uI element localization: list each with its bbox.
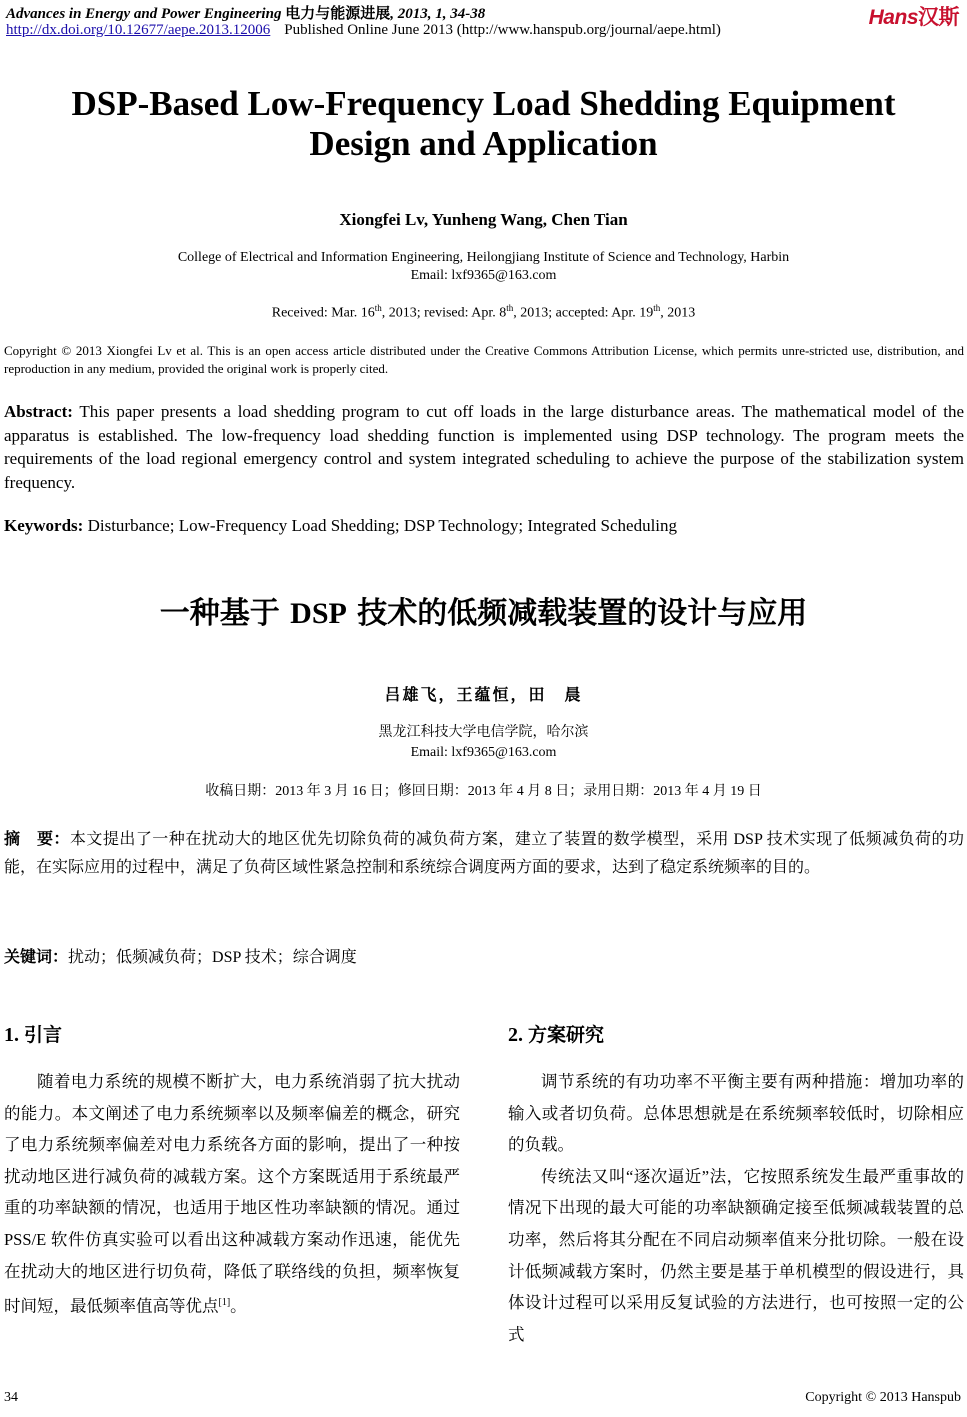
- keywords: [4, 516, 964, 536]
- keywords-text: Disturbance; Low-Frequency Load Shedding; DSP Technology; Integrated Scheduling: [83, 516, 678, 535]
- journal-issue: , 2013, 1, 34-38: [390, 6, 486, 22]
- abstract-text: This paper presents a load shedding program to cut off loads in the large disturbance areas. The mathematical model of the apparatus is established. The low-frequency load shedding function is implemented using DSP technology. The program meets the requirements of the load regional emergency control and system integrated scheduling to achieve the purpose of the stabilization system frequency.: [4, 402, 964, 492]
- published-online: Published Online June 2013 (http://www.hanspub.org/journal/aepe.html): [284, 22, 721, 38]
- received-sup: th: [374, 303, 382, 313]
- left-column: [4, 1066, 460, 1322]
- revised-date: , 2013; revised: Apr. 8: [381, 305, 507, 321]
- section-2-title: 方案研究: [528, 1024, 605, 1046]
- section-1-paragraph: [4, 1066, 460, 1322]
- footer-copyright: Copyright © 2013 Hanspub: [805, 1390, 961, 1405]
- title-line-1: DSP-Based Low-Frequency Load Shedding Equipment: [71, 84, 896, 123]
- cn-title-post: 技术的低频减载装置的设计与应用: [346, 596, 808, 631]
- revised-sup: th: [506, 303, 514, 313]
- journal-name-cn: 电力与能源进展: [285, 6, 391, 22]
- abstract: [4, 400, 964, 494]
- journal-header: [6, 2, 485, 23]
- affiliation-block: [0, 249, 967, 285]
- cn-affiliation-block: [0, 723, 967, 763]
- email: Email: lxf9365@163.com: [410, 268, 557, 283]
- logo-text-cn: 汉斯: [918, 6, 959, 29]
- cn-title-dsp: DSP: [290, 597, 347, 630]
- page-number: 34: [4, 1390, 18, 1405]
- cn-dates: 收稿日期：2013 年 3 月 16 日；修回日期：2013 年 4 月 8 日；录用日期：2013 年 4 月 19 日: [205, 784, 762, 799]
- affiliation: College of Electrical and Information Engineering, Heilongjiang Institute of Science and Technology, Harbin: [177, 250, 790, 265]
- logo-text-en: Hans: [868, 6, 918, 29]
- cn-abstract-text: 本文提出了一种在扰动大的地区优先切除负荷的减负荷方案，建立了装置的数学模型，采用 DSP 技术实现了低频减负荷的功能，在实际应用的过程中，满足了负荷区域性紧急控制和系统综合调度两方面的要求，达到了稳定系统频率的目的。: [4, 831, 964, 876]
- cn-abstract: [4, 825, 964, 881]
- copyright-notice: Copyright © 2013 Xiongfei Lv et al. This is an open access article distributed under the Creative Commons Attribution License, which permits unre-stricted use, distribution, and reproduction in any medium, provided the original work is properly cited.: [4, 343, 964, 376]
- right-column: [508, 1066, 964, 1350]
- section-1-end: 。: [230, 1296, 247, 1316]
- section-1-number: 1.: [4, 1024, 19, 1046]
- section-2-heading: [508, 1020, 604, 1047]
- section-1-heading: [4, 1020, 62, 1047]
- doi-link[interactable]: http://dx.doi.org/10.12677/aepe.2013.12006: [6, 22, 271, 38]
- dates: [0, 303, 967, 322]
- hanspub-logo: [869, 1, 959, 31]
- cn-title: [0, 588, 967, 632]
- cn-authors: 吕雄飞，王蕴恒，田 晨: [384, 685, 583, 704]
- journal-name: Advances in Energy and Power Engineering: [6, 6, 282, 22]
- cn-abstract-label: 摘 要：: [4, 829, 70, 848]
- cn-email: Email: lxf9365@163.com: [410, 745, 557, 760]
- abstract-label: Abstract:: [4, 402, 73, 421]
- publication-meta: [6, 22, 721, 39]
- title-line-2: Design and Application: [309, 124, 658, 163]
- cn-keywords-label: 关键词：: [4, 947, 69, 966]
- reference-1[interactable]: [1]: [218, 1297, 231, 1309]
- section-1-title: 引言: [24, 1024, 63, 1046]
- cn-keywords-text: 扰动；低频减负荷；DSP 技术；综合调度: [68, 949, 357, 966]
- section-2-paragraph-1: 调节系统的有功功率不平衡主要有两种措施：增加功率的输入或者切负荷。总体思想就是在系统频率较低时，切除相应的负载。: [508, 1072, 964, 1155]
- accepted-date: , 2013; accepted: Apr. 19: [513, 305, 654, 321]
- cn-title-pre: 一种基于: [159, 596, 291, 631]
- keywords-label: Keywords:: [4, 516, 84, 535]
- cn-keywords: [4, 944, 964, 967]
- section-2-paragraph-2: 传统法又叫“逐次逼近”法，它按照系统发生最严重事故的情况下出现的最大可能的功率缺额确定接至低频减载装置的总功率，然后将其分配在不同启动频率值来分批切除。一般在设计低频减载方案时，仍然主要是基于单机模型的假设进行，具体设计过程可以采用反复试验的方法进行，也可按照一定的公式: [508, 1166, 964, 1344]
- section-2-number: 2.: [508, 1024, 523, 1046]
- dates-end: , 2013: [660, 305, 696, 321]
- accepted-sup: th: [653, 303, 661, 313]
- paper-title: [0, 84, 967, 164]
- authors: Xiongfei Lv, Yunheng Wang, Chen Tian: [339, 210, 628, 229]
- received-date: Received: Mar. 16: [271, 305, 375, 321]
- section-1-text: 随着电力系统的规模不断扩大，电力系统消弱了抗大扰动的能力。本文阐述了电力系统频率以及频率偏差的概念，研究了电力系统频率偏差对电力系统各方面的影响，提出了一种按扰动地区进行减负荷的减载方案。这个方案既适用于系统最严重的功率缺额的情况，也适用于地区性功率缺额的情况。通过 PSS/E 软件仿真实验可以看出这种减载方案动作迅速，能优先在扰动大的地区进行切负荷，降低了联络线的负担，频率恢复时间短，最低频率值高等优点: [4, 1072, 460, 1316]
- cn-affiliation: 黑龙江科技大学电信学院，哈尔滨: [378, 725, 589, 740]
